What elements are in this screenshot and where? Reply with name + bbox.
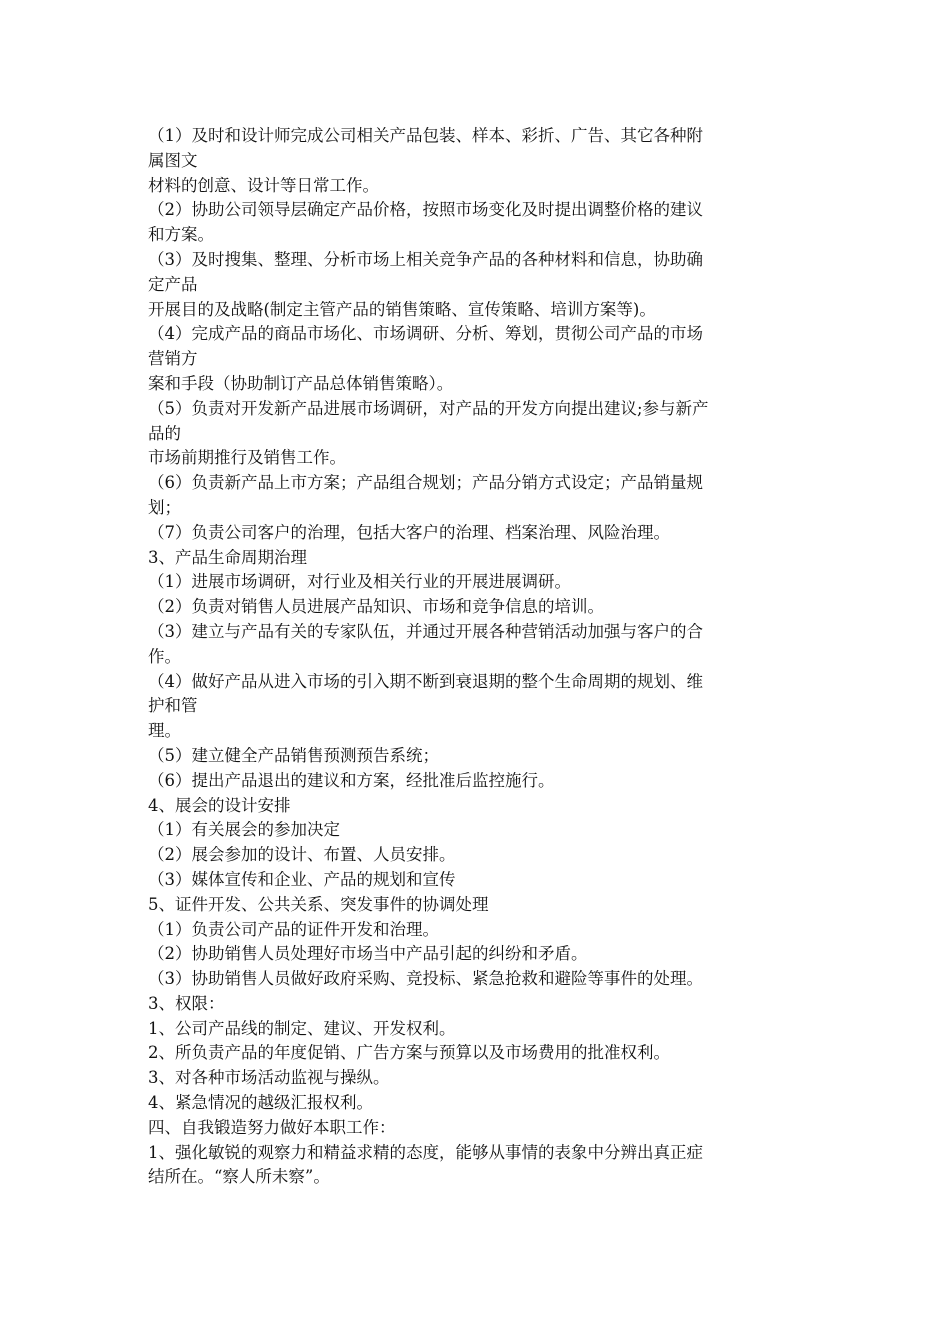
text-line: 4、紧急情况的越级汇报权利。 xyxy=(148,1093,373,1113)
text-line: （2）协助销售人员处理好市场当中产品引起的纠纷和矛盾。 xyxy=(148,944,588,964)
text-line: （4）做好产品从进入市场的引入期不断到衰退期的整个生命周期的规划、维 xyxy=(148,671,703,691)
text-line: （6）负责新产品上市方案；产品组合规划；产品分销方式设定；产品销量规 xyxy=(148,473,703,493)
text-line: 结所在。“察人所未察”。 xyxy=(148,1167,330,1187)
text-line: （1）进展市场调研，对行业及相关行业的开展进展调研。 xyxy=(148,572,571,592)
text-line: （2）展会参加的设计、布置、人员安排。 xyxy=(148,845,456,865)
section-heading: 4、展会的设计安排 xyxy=(148,795,291,815)
text-line: （3）协助销售人员做好政府采购、竞投标、紧急抢救和避险等事件的处理。 xyxy=(148,969,703,989)
text-line: 1、公司产品线的制定、建议、开发权利。 xyxy=(148,1018,456,1038)
text-line: 1、强化敏锐的观察力和精益求精的态度，能够从事情的表象中分辨出真正症 xyxy=(148,1142,703,1162)
text-line: 材料的创意、设计等日常工作。 xyxy=(148,175,379,195)
text-line: 定产品 xyxy=(148,274,198,294)
section-heading: 5、证件开发、公共关系、突发事件的协调处理 xyxy=(148,894,489,914)
text-line: （2）协助公司领导层确定产品价格，按照市场变化及时提出调整价格的建议 xyxy=(148,200,703,220)
text-line: 品的 xyxy=(148,423,181,443)
document-body xyxy=(148,124,800,1190)
text-line: （3）媒体宣传和企业、产品的规划和宣传 xyxy=(148,869,456,889)
text-line: 开展目的及战略(制定主管产品的销售策略、宣传策略、培训方案等)。 xyxy=(148,299,656,319)
text-line: 划； xyxy=(148,497,181,517)
text-line: （4）完成产品的商品市场化、市场调研、分析、筹划，贯彻公司产品的市场 xyxy=(148,324,703,344)
text-line: 营销方 xyxy=(148,349,198,369)
text-line: 护和管 xyxy=(148,696,198,716)
text-line: （2）负责对销售人员进展产品知识、市场和竞争信息的培训。 xyxy=(148,597,604,617)
text-line: 案和手段（协助制订产品总体销售策略）。 xyxy=(148,373,454,393)
text-line: （1）及时和设计师完成公司相关产品包装、样本、彩折、广告、其它各种附 xyxy=(148,126,703,145)
text-line: （3）建立与产品有关的专家队伍，并通过开展各种营销活动加强与客户的合 xyxy=(148,621,703,641)
text-line: 属图文 xyxy=(148,150,198,170)
section-heading: 3、产品生命周期治理 xyxy=(148,547,307,567)
text-line: （1）负责公司产品的证件开发和治理。 xyxy=(148,919,439,939)
text-line: （7）负责公司客户的治理，包括大客户的治理、档案治理、风险治理。 xyxy=(148,522,670,542)
text-line: （5）建立健全产品销售预测预告系统； xyxy=(148,745,439,765)
text-line: 市场前期推行及销售工作。 xyxy=(148,448,346,468)
text-line: （6）提出产品退出的建议和方案，经批准后监控施行。 xyxy=(148,770,555,790)
text-line: 作。 xyxy=(148,646,181,666)
text-line: 3、对各种市场活动监视与操纵。 xyxy=(148,1068,390,1088)
text-line: （1）有关展会的参加决定 xyxy=(148,820,340,840)
text-line: 理。 xyxy=(148,721,181,741)
text-line: （3）及时搜集、整理、分析市场上相关竞争产品的各种材料和信息，协助确 xyxy=(148,249,703,269)
text-line: 2、所负责产品的年度促销、广告方案与预算以及市场费用的批准权利。 xyxy=(148,1043,670,1063)
text-line: 和方案。 xyxy=(148,225,214,245)
section-heading: 四、自我锻造努力做好本职工作： xyxy=(148,1117,396,1137)
text-line: （5）负责对开发新产品进展市场调研，对产品的开发方向提出建议;参与新产 xyxy=(148,398,709,418)
section-heading: 3、权限： xyxy=(148,993,225,1013)
